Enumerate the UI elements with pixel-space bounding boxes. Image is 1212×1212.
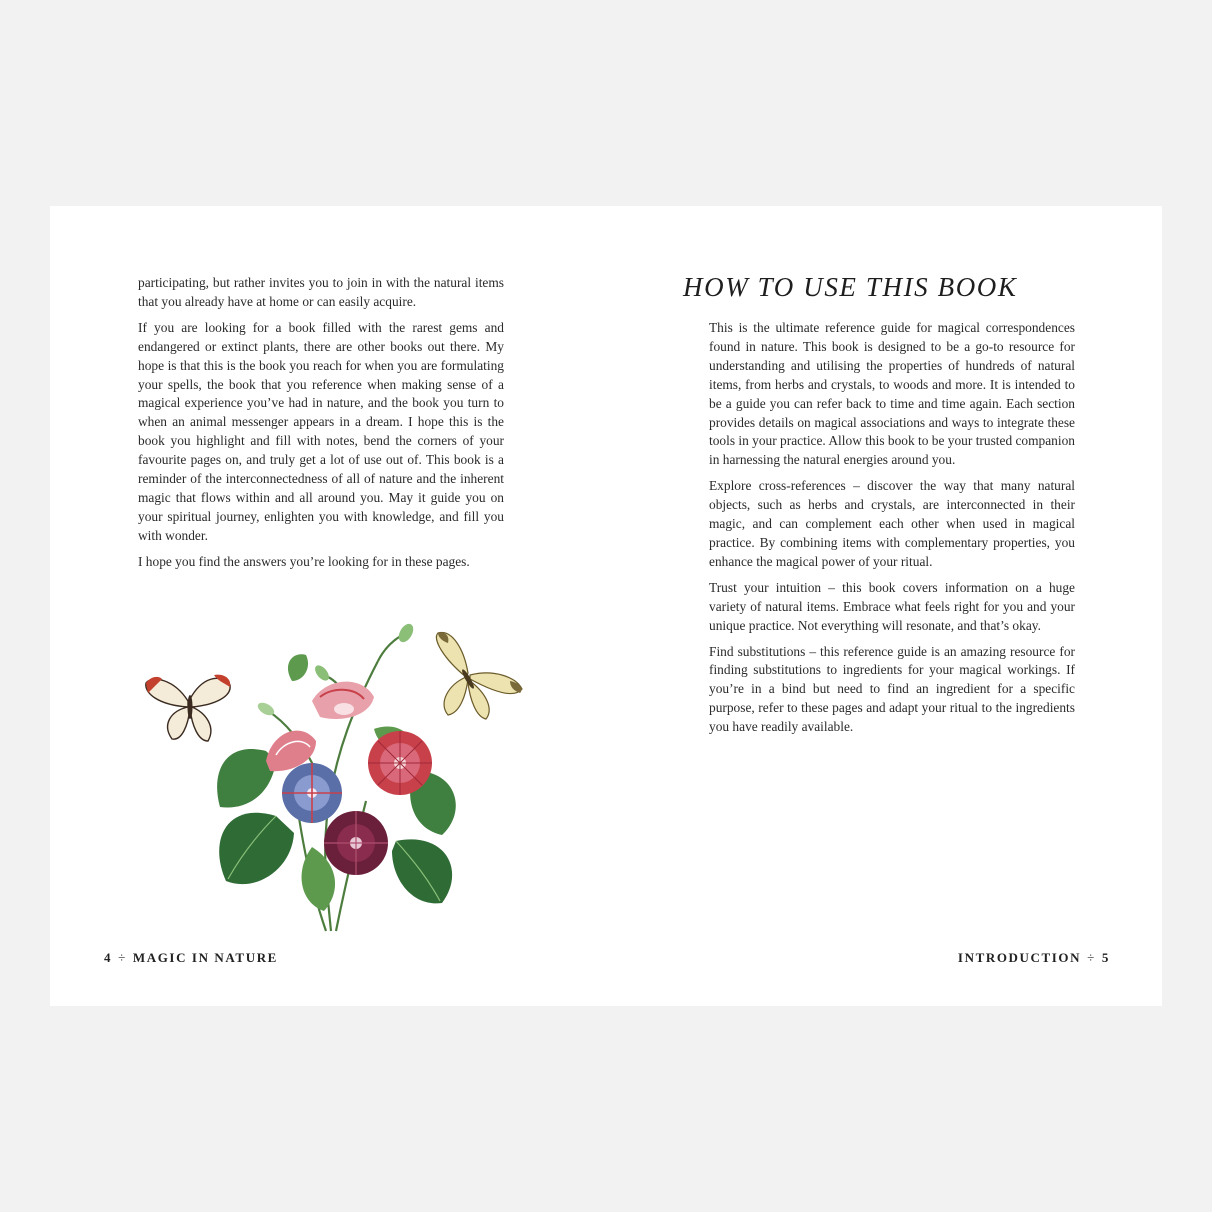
flower-pink-top — [312, 682, 374, 719]
left-folio-separator: ÷ — [118, 950, 127, 965]
right-page-number: 5 — [1101, 950, 1110, 965]
right-folio — [958, 950, 1110, 966]
book-spread — [50, 206, 1162, 1006]
right-folio-separator: ÷ — [1087, 950, 1096, 965]
right-paragraph-3: Trust your intuition – this book covers information on a huge variety of natural items. Embrace what feels right for you and your unique practice. Not everything will resonate, and that’s okay. — [709, 579, 1075, 633]
left-paragraph-1: participating, but rather invites you to join in with the natural items that you already have at home or can easily acquire. — [138, 275, 504, 309]
flower-red — [368, 731, 432, 795]
flower-blue — [282, 763, 342, 823]
right-paragraph-2: Explore cross-references – discover the way that many natural objects, such as herbs and crystals, are interconnected in their magic, and can complement each other when used in magical practice. By combining items with complementary properties, you enhance the magical power of your ritual. — [709, 478, 1075, 569]
morning-glory-illustration — [116, 611, 536, 941]
right-page-body — [709, 319, 1075, 744]
left-paragraph-3: I hope you find the answers you’re looking for in these pages. — [138, 553, 470, 569]
right-paragraph-1: This is the ultimate reference guide for magical correspondences found in nature. This book is designed to be a go-to resource for understanding and utilising the properties of hundreds of natural items, from herbs and crystals, to woods and more. It is intended to be a guide you can refer back to time and time again. Each section provides details on magical associations and ways to integrate these tools in your practice. Allow this book to be your trusted companion in harnessing the natural energies around you. — [709, 320, 1075, 468]
left-page-number: 4 — [104, 950, 113, 965]
right-paragraph-4: Find substitutions – this reference guide is an amazing resource for finding substitutions to ingredients for your magical workings. If you’re in a bind but need to find an ingredient for a specific purpose, refer to these pages and adapt your ritual to the ingredients you have readily available. — [709, 643, 1075, 735]
section-title: HOW TO USE THIS BOOK — [683, 272, 1018, 302]
right-running-head: INTRODUCTION — [957, 950, 1082, 965]
flower-purple — [324, 811, 388, 875]
left-folio — [104, 950, 278, 966]
left-paragraph-2: If you are looking for a book filled with the rarest gems and endangered or extinct plants, there are other books out there. My hope is that this is the book you reach for when you are formulating your spells, the book that you reference when making sense of a magical experience you’ve had in nature, and the book you turn to when an animal messenger appears in a dream. I hope this is the book you highlight and fill with notes, bend the corners of your favourite pages on, and truly get a lot of use out of. This book is a reminder of the interconnectedness of all of nature and the inherent magic that flows within and all around you. May it guide you on your spiritual journey, enlighten you with knowledge, and fill you with wonder. — [138, 319, 504, 543]
butterfly-right-icon — [436, 632, 522, 719]
butterfly-left-icon — [146, 675, 230, 741]
left-page-body — [138, 274, 504, 579]
left-running-head: MAGIC IN NATURE — [132, 950, 278, 965]
